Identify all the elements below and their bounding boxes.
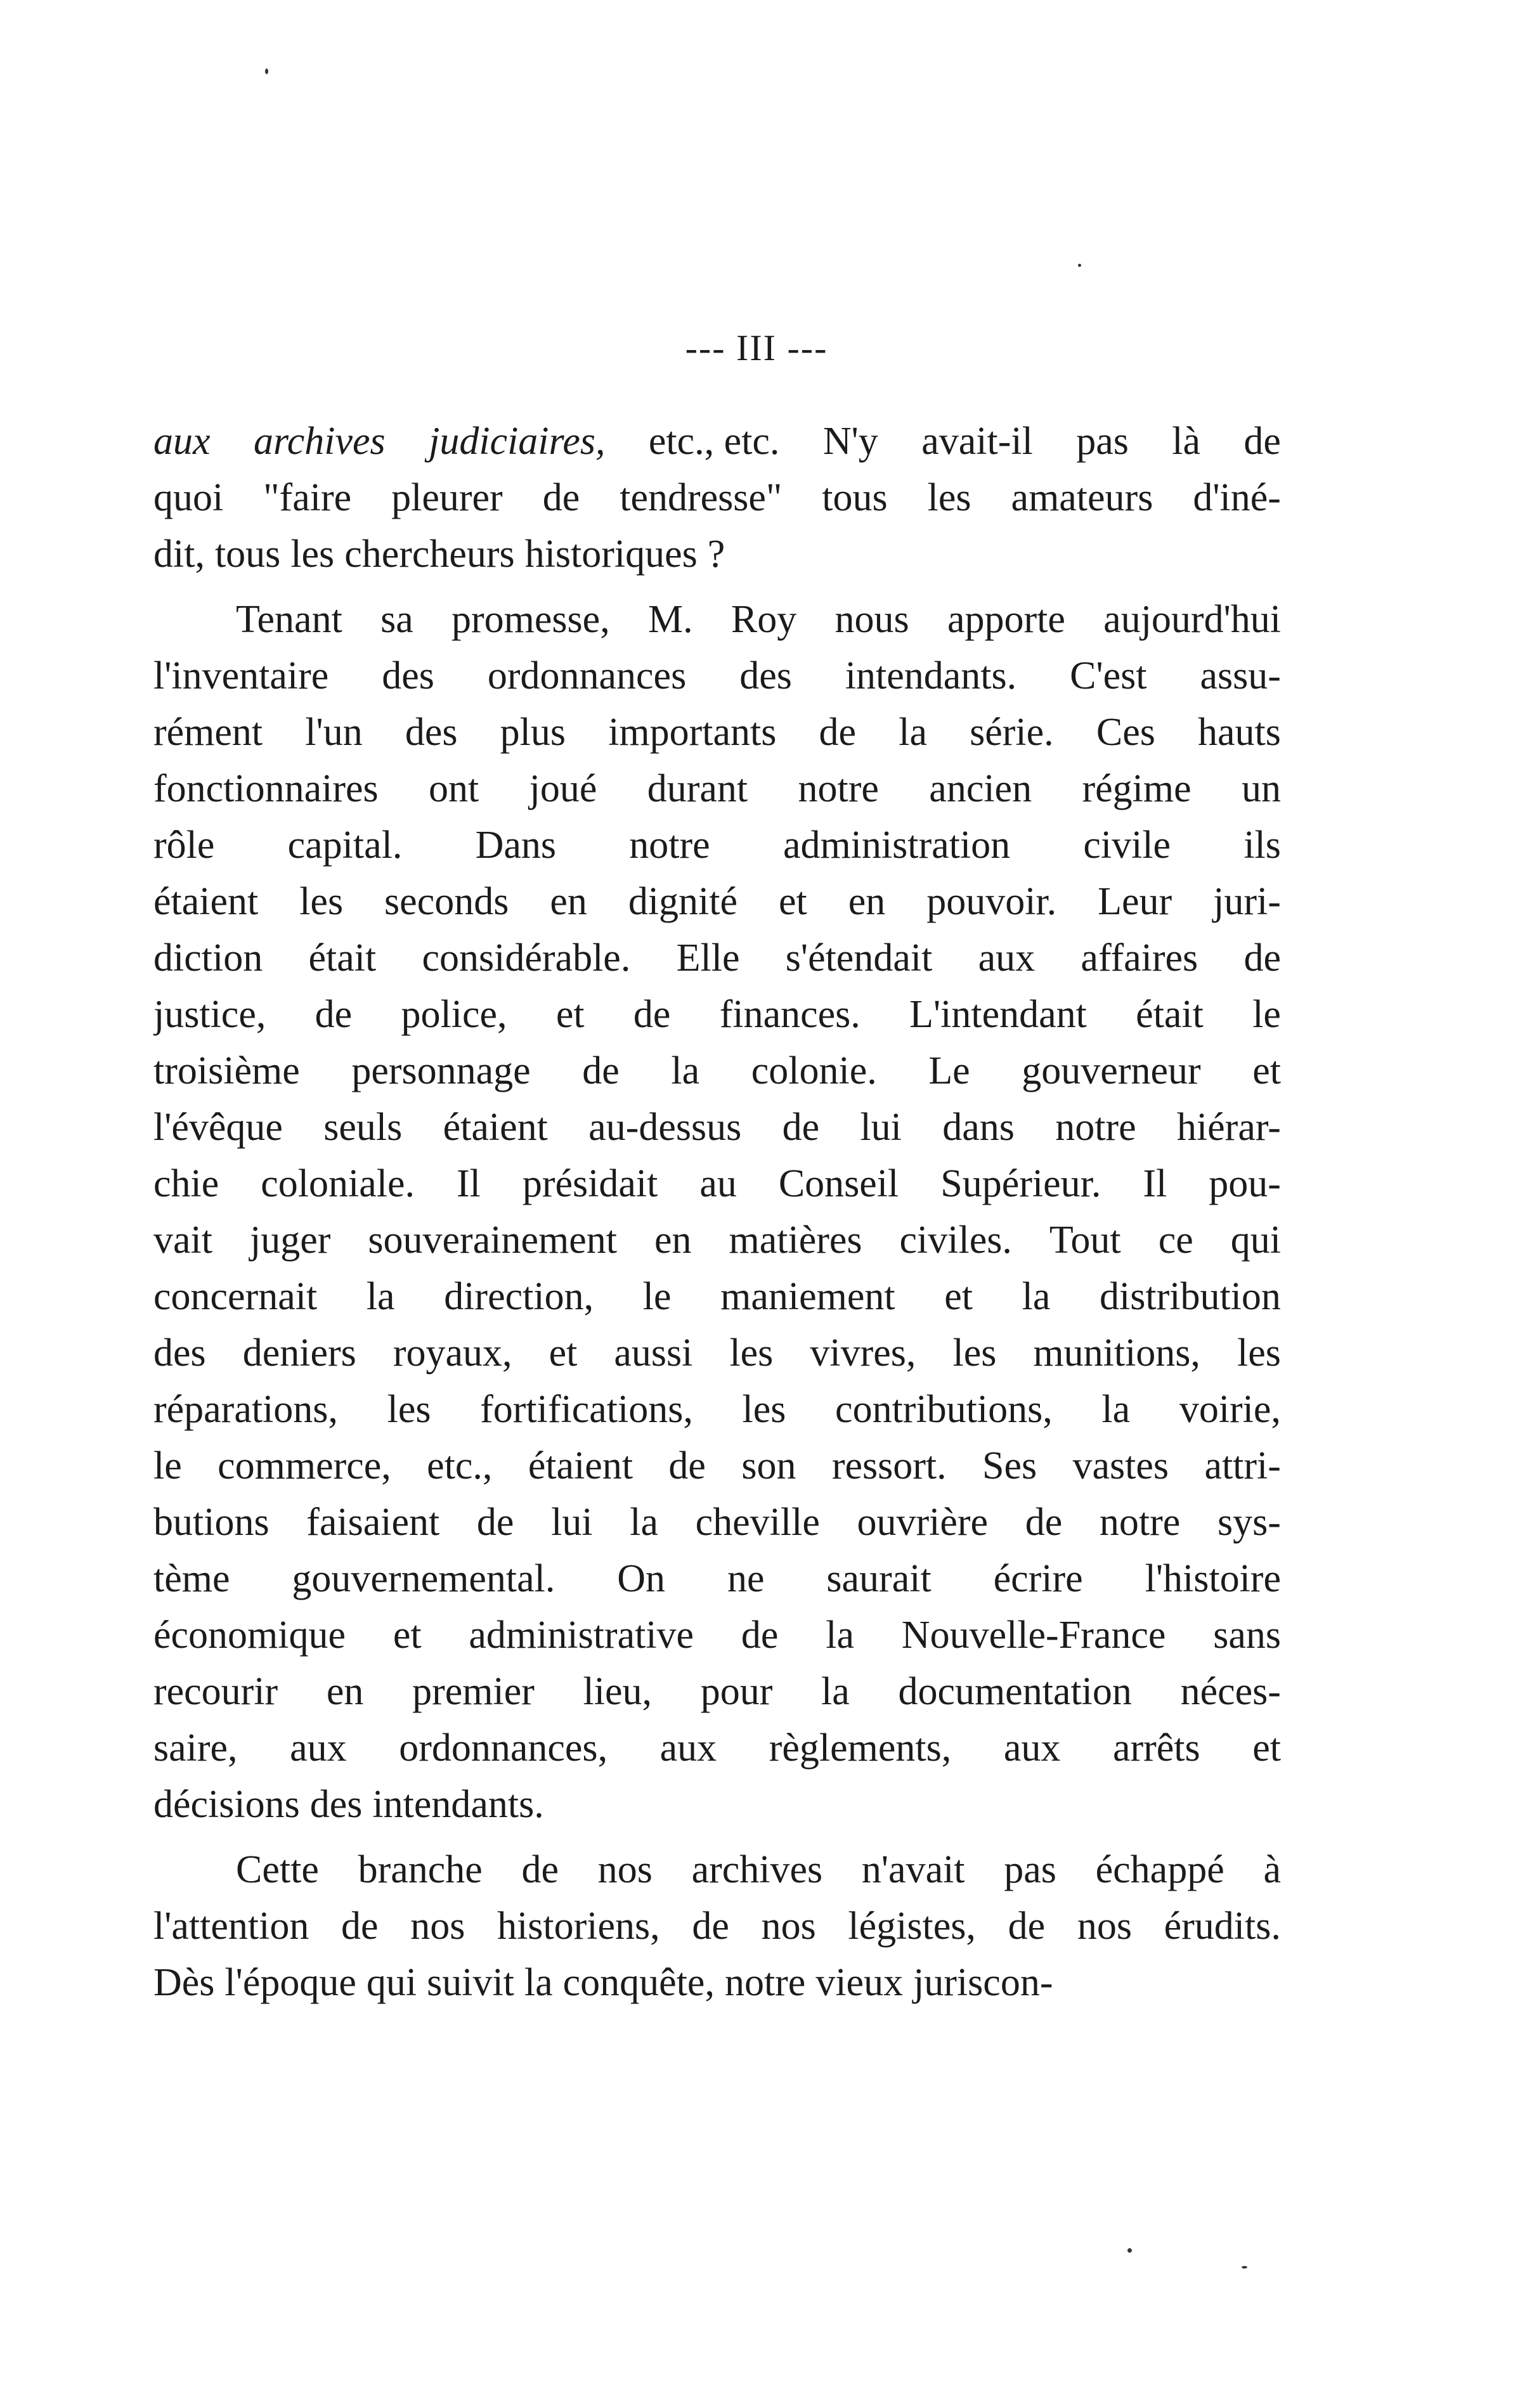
text-line: Tenant sa promesse, M. Roy nous apporte aujourd'hui [236,598,1281,641]
text-line: étaient les seconds en dignité et en pouvoir. Leur juri- [153,880,1281,923]
text-line: troisième personnage de la colonie. Le gouverneur et [153,1049,1281,1092]
text-line: rément l'un des plus importants de la série. Ces hauts [153,711,1281,754]
paragraph-gap [153,1833,1281,1842]
text-line: diction était considérable. Elle s'étendait aux affaires de [153,936,1281,980]
text-line: quoi "faire pleurer de tendresse" tous les amateurs d'iné- [153,476,1281,519]
text-line: saire, aux ordonnances, aux règlements, aux arrêts et [153,1726,1281,1770]
text-line: tème gouvernemental. On ne saurait écrire l'histoire [153,1557,1281,1600]
scan-speck [1127,2248,1132,2253]
scan-speck [1242,2266,1247,2269]
text-line: justice, de police, et de finances. L'intendant était le [153,993,1281,1036]
text-line: butions faisaient de lui la cheville ouvrière de notre sys- [153,1501,1281,1544]
scan-speck [265,68,268,74]
text-line: Dès l'époque qui suivit la conquête, notre vieux juriscon- [153,1961,1053,2004]
text-line: décisions des intendants. [153,1783,544,1826]
text-line: l'évêque seuls étaient au-dessus de lui dans notre hiérar- [153,1106,1281,1149]
body-text [153,413,1281,2011]
text-line: fonctionnaires ont joué durant notre ancien régime un [153,767,1281,810]
page-number-header: --- III --- [685,327,828,368]
text-line: concernait la direction, le maniement et la distribution [153,1275,1281,1318]
text-line: dit, tous les chercheurs historiques ? [153,533,725,576]
text-line: Cette branche de nos archives n'avait pas échappé à [236,1848,1281,1891]
text-line: rôle capital. Dans notre administration civile ils [153,824,1281,867]
text-line: des deniers royaux, et aussi les vivres, les munitions, les [153,1331,1281,1375]
text-line: vait juger souverainement en matières civiles. Tout ce qui [153,1219,1281,1262]
text-line: l'attention de nos historiens, de nos légistes, de nos érudits. [153,1905,1281,1948]
text-line: l'inventaire des ordonnances des intendants. C'est assu- [153,654,1281,697]
text-line: économique et administrative de la Nouvelle-France sans [153,1614,1281,1657]
scan-speck [1078,264,1081,267]
text-line: aux archives judiciaires, etc., etc. N'y avait-il pas là de [153,420,1281,463]
text-line: chie coloniale. Il présidait au Conseil Supérieur. Il pou- [153,1162,1281,1205]
text-line: recourir en premier lieu, pour la documentation néces- [153,1670,1281,1713]
text-line: le commerce, etc., étaient de son ressort. Ses vastes attri- [153,1444,1281,1487]
paragraph-gap [153,583,1281,592]
text-line: réparations, les fortifications, les contributions, la voirie, [153,1388,1281,1431]
